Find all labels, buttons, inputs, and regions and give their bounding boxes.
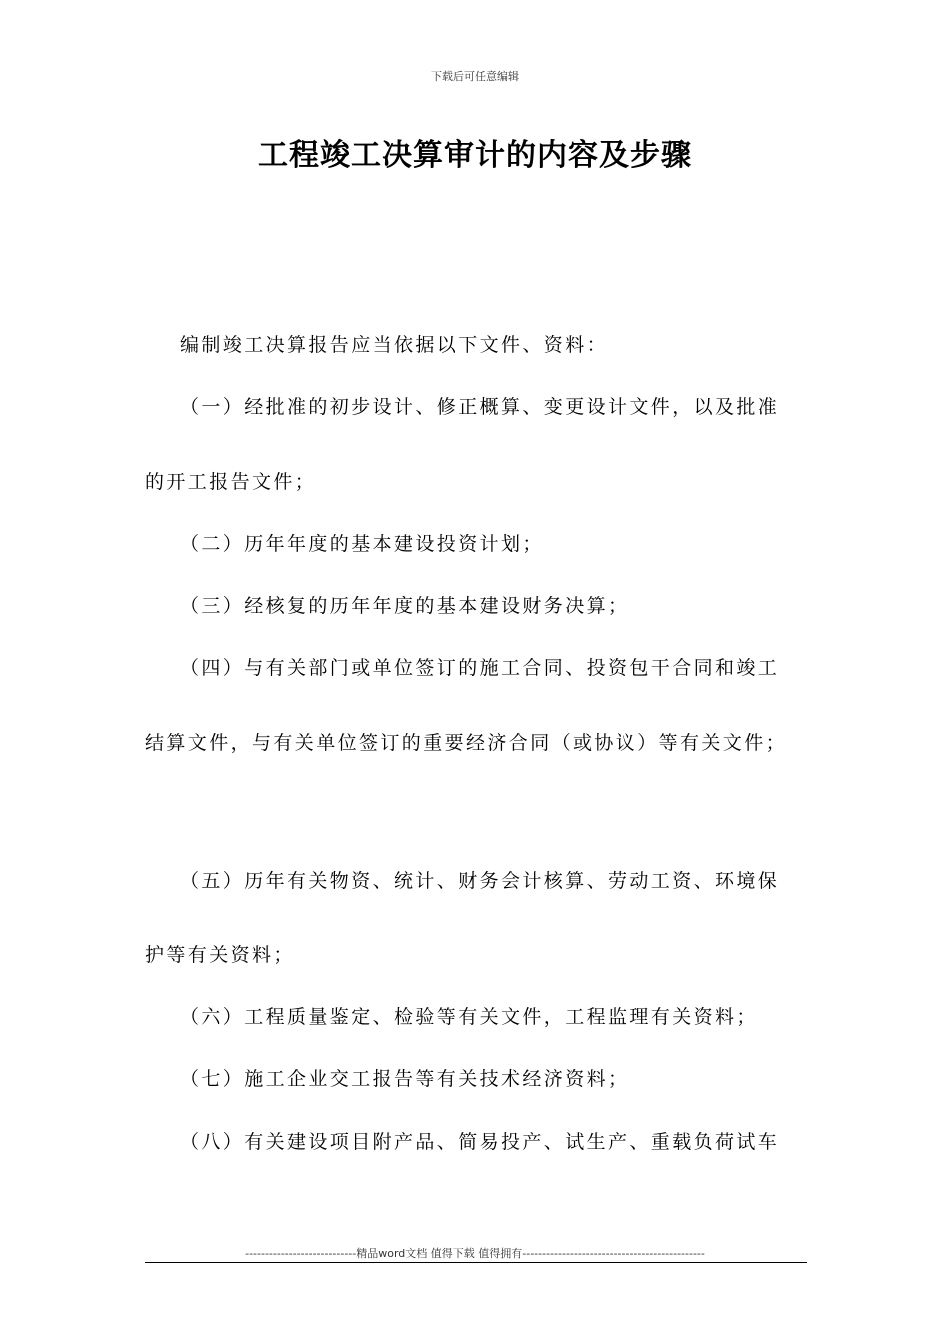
item-2: （二）历年年度的基本建设投资计划；	[180, 533, 544, 555]
item-5-line-2: 护等有关资料；	[145, 944, 295, 966]
item-7: （七）施工企业交工报告等有关技术经济资料；	[180, 1068, 630, 1090]
item-1-line-2: 的开工报告文件；	[145, 471, 317, 493]
item-5-line-1: （五）历年有关物资、统计、财务会计核算、劳动工资、环境保	[180, 870, 780, 892]
item-1-line-1: （一）经批准的初步设计、修正概算、变更设计文件，以及批准	[180, 396, 780, 418]
item-6: （六）工程质量鉴定、检验等有关文件，工程监理有关资料；	[180, 1006, 758, 1028]
document-title: 工程竣工决算审计的内容及步骤	[258, 138, 692, 173]
item-4-line-2: 结算文件，与有关单位签订的重要经济合同（或协议）等有关文件；	[145, 732, 788, 754]
footer-rule	[145, 1262, 807, 1263]
item-4-line-1: （四）与有关部门或单位签订的施工合同、投资包干合同和竣工	[180, 657, 780, 679]
footer-text: ----------------------------精品word文档 值得下载 值得拥有----------------------------------------------	[245, 1247, 705, 1260]
header-note: 下载后可任意编辑	[431, 70, 519, 83]
item-3: （三）经核复的历年年度的基本建设财务决算；	[180, 595, 630, 617]
item-8-line-1: （八）有关建设项目附产品、简易投产、试生产、重载负荷试车	[180, 1131, 780, 1153]
paragraph-intro: 编制竣工决算报告应当依据以下文件、资料：	[180, 334, 609, 356]
